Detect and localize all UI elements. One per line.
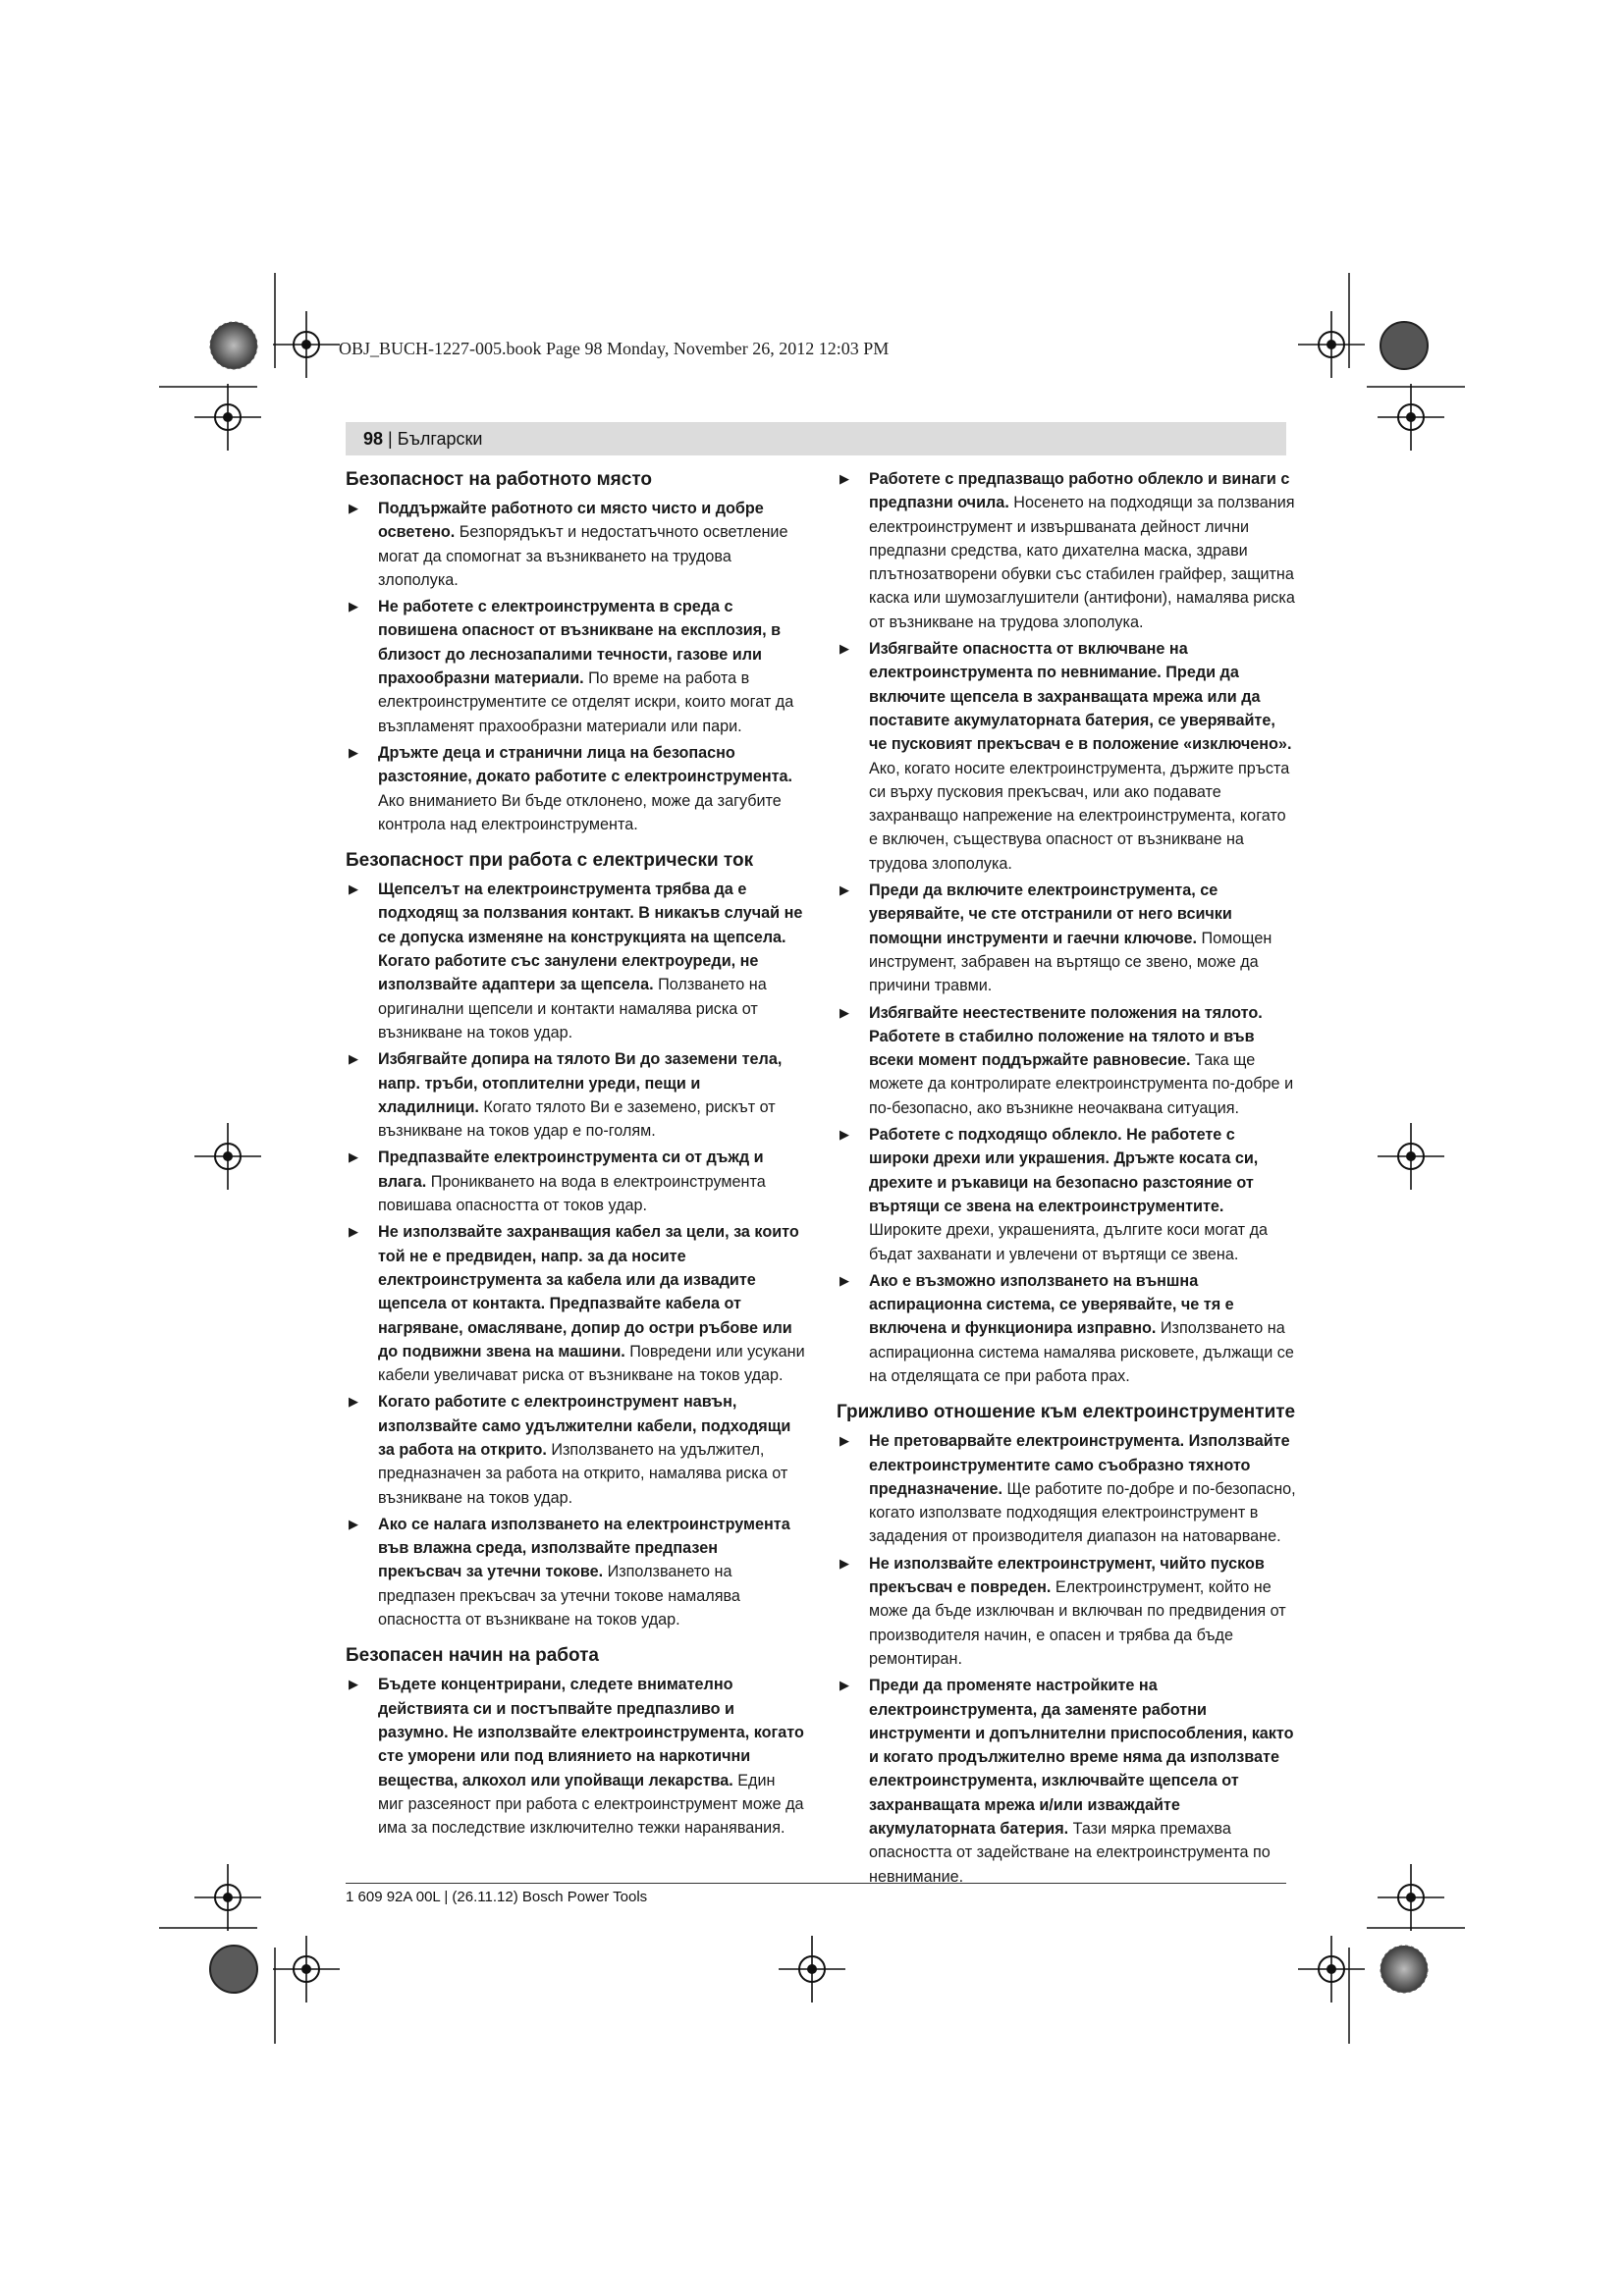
item-bold-text: Ако се налага използването на електроинструмента във влажна среда, използвайте предпазен прекъсвач за утечни токове. bbox=[378, 1515, 790, 1581]
item-bold-text: Дръжте деца и странични лица на безопасно разстояние, докато работите с електроинструмента. bbox=[378, 743, 793, 786]
bullet-triangle-icon: ▶ bbox=[349, 1677, 358, 1692]
right-column bbox=[837, 467, 1296, 1892]
section bbox=[346, 1643, 805, 1840]
item-bold-text: Бъдете концентрирани, следете внимателно действията си и постъпвайте предпазливо и разумно. Не използвайте електроинструмента, когато сте уморени или под влиянието на наркотични вещества, алкохол или упойващи лекарства. bbox=[378, 1676, 804, 1789]
bullet-triangle-icon: ▶ bbox=[839, 1272, 849, 1288]
item-bold-text: Не използвайте захранващия кабел за цели, за които той не е предвиден, напр. за да носите електроинструмента за кабела или да извадите щепсела от контакта. Предпазвайте кабела от нагряване, омасляване, допир до остри ръбове или до подвижни звена на машини. bbox=[378, 1223, 799, 1361]
safety-item bbox=[346, 1146, 805, 1217]
item-body-text: Повредени или усукани кабели увеличават риска от възникване на токов удар. bbox=[378, 1342, 805, 1385]
bullet-triangle-icon: ▶ bbox=[349, 599, 358, 614]
safety-item bbox=[346, 497, 805, 592]
page-header-bar bbox=[346, 422, 1286, 455]
item-body-text: Електроинструмент, който не може да бъде изключван и включван по предвидения от производителя начин, е опасен и трябва да бъде ремонтиран. bbox=[869, 1578, 1286, 1668]
item-body-text: Ако, когато носите електроинструмента, държите пръста си върху пусковия прекъсвач, или ако подавате захранващо напрежение на електроинструмента, когато е включен, съществува опасност от възникване на трудова злополука. bbox=[869, 759, 1290, 873]
section-heading: Безопасен начин на работа bbox=[346, 1645, 600, 1667]
bullet-triangle-icon: ▶ bbox=[349, 501, 358, 515]
page-footer: 1 609 92A 00L | (26.11.12) Bosch Power Tools bbox=[346, 1889, 648, 1905]
bullet-triangle-icon: ▶ bbox=[349, 1394, 358, 1410]
header-language: Български bbox=[397, 429, 483, 449]
safety-item bbox=[346, 1220, 805, 1387]
bullet-triangle-icon: ▶ bbox=[839, 1678, 849, 1693]
bullet-triangle-icon: ▶ bbox=[839, 1433, 849, 1449]
safety-item bbox=[346, 595, 805, 738]
item-bold-text: Преди да променяте настройките на електроинструмента, да заменяте работни инструменти и допълнителни приспособления, както и когато продължително време няма да използвате електроинструмента, изключвайте щепсела от захранващата мрежа и/или изваждайте акумулаторната батерия. bbox=[869, 1677, 1294, 1839]
section bbox=[346, 467, 805, 836]
section-heading: Безопасност на работното място bbox=[346, 469, 652, 490]
bullet-triangle-icon: ▶ bbox=[839, 1555, 849, 1571]
item-body-text: Използването на предпазен прекъсвач за утечни токове намалява опасността от възникване на токов удар. bbox=[378, 1563, 740, 1629]
item-bold-text: Ако е възможно използването на външна аспирационна система, се уверявайте, че тя е включена и функционира изправно. bbox=[869, 1271, 1234, 1338]
bullet-triangle-icon: ▶ bbox=[349, 1051, 358, 1067]
item-bold-text: Работете с подходящо облекло. Не работете с широки дрехи или украшения. Дръжте косата си, дрехите и ръкавици на безопасно разстояние от въртящи се звена на електроинструментите. bbox=[869, 1126, 1259, 1215]
item-body-text: Проникването на вода в електроинструмента повишава опасността от токов удар. bbox=[378, 1172, 766, 1215]
item-bold-text: Избягвайте неестествените положения на тялото. Работете в стабилно положение на тялото и във всеки момент поддържайте равновесие. bbox=[869, 1003, 1263, 1070]
safety-item bbox=[837, 1269, 1296, 1388]
safety-item bbox=[837, 1552, 1296, 1671]
item-bold-text: Когато работите с електроинструмент навън, използвайте само удължителни кабели, подходящи за работа на открито. bbox=[378, 1393, 791, 1459]
item-body-text: Ако вниманието Ви бъде отклонено, може да загубите контрола над електроинструмента. bbox=[378, 791, 782, 833]
left-column bbox=[346, 467, 805, 1842]
safety-item bbox=[837, 1001, 1296, 1120]
item-bold-text: Работете с предпазващо работно облекло и винаги с предпазни очила. bbox=[869, 470, 1290, 512]
safety-item bbox=[346, 741, 805, 836]
item-body-text: Ползването на оригинални щепсели и контакти намалява риска от възникване на токов удар. bbox=[378, 976, 767, 1041]
item-bold-text: Не работете с електроинструмента в среда с повишена опасност от възникване на експлозия, в близост до леснозапалими течности, газове или прахообразни материали. bbox=[378, 598, 782, 688]
item-bold-text: Избягвайте опасността от включване на електроинструмента по невнимание. Преди да включите щепсела в захранващата мрежа или да поставите акумулаторната батерия, се уверявайте, че пусковият прекъсвач е в положение «изключено». bbox=[869, 640, 1292, 754]
item-bold-text: Не използвайте електроинструмент, чийто пусков прекъсвач е повреден. bbox=[869, 1554, 1265, 1597]
section bbox=[837, 1400, 1296, 1889]
item-body-text: Използването на удължител, предназначен за работа на открито, намалява риска от възникване на токов удар. bbox=[378, 1440, 788, 1507]
bullet-triangle-icon: ▶ bbox=[839, 1004, 849, 1020]
item-body-text: Помощен инструмент, забравен на въртящо се звено, може да причини травми. bbox=[869, 929, 1272, 995]
item-body-text: Когато тялото Ви е заземено, рискът от възникване на токов удар е по-голям. bbox=[378, 1097, 776, 1141]
safety-item bbox=[346, 1673, 805, 1840]
safety-item bbox=[837, 637, 1296, 876]
page-number: 98 bbox=[363, 429, 384, 449]
bullet-triangle-icon: ▶ bbox=[349, 1224, 358, 1240]
item-body-text: Един миг разсеяност при работа с електроинструмент може да има за последствие изключително тежки наранявания. bbox=[378, 1771, 804, 1838]
page-header bbox=[363, 429, 482, 450]
item-body-text: Безпорядъкът и недостатъчното осветление могат да спомогнат за възникването на трудова злополука. bbox=[378, 523, 788, 589]
print-slug: OBJ_BUCH-1227-005.book Page 98 Monday, November 26, 2012 12:03 PM bbox=[339, 339, 890, 358]
safety-item bbox=[837, 1123, 1296, 1266]
item-bold-text: Избягвайте допира на тялото Ви до заземени тела, напр. тръби, отоплителни уреди, пещи и хладилници. bbox=[378, 1050, 783, 1116]
bullet-triangle-icon: ▶ bbox=[349, 1516, 358, 1531]
section bbox=[346, 848, 805, 1631]
header-separator: | bbox=[388, 429, 393, 449]
item-bold-text: Предпазвайте електроинструмента си от дъжд и влага. bbox=[378, 1148, 764, 1191]
item-bold-text: Поддържайте работното си място чисто и добре осветено. bbox=[378, 500, 764, 542]
section bbox=[837, 467, 1296, 1388]
bullet-triangle-icon: ▶ bbox=[839, 882, 849, 898]
item-body-text: Използването на аспирационна система намалява рисковете, дължащи се на отделящата се при работа прах. bbox=[869, 1319, 1294, 1385]
bullet-triangle-icon: ▶ bbox=[349, 744, 358, 760]
item-body-text: Тази мярка премахва опасността от задействане на електроинструмента по невнимание. bbox=[869, 1820, 1271, 1886]
section-heading: Безопасност при работа с електрически ток bbox=[346, 850, 754, 872]
item-body-text: По време на работа в електроинструментите се отделят искри, които могат да възпламенят прахообразни материали или пари. bbox=[378, 669, 794, 735]
item-body-text: Носенето на подходящи за ползвания електроинструмент и извършваната дейност лични предпазни средства, като дихателна маска, здрави плътнозатворени обувки със стабилен грайфер, защитна каска или шумозаглушители (антифони), намалява риска от възникване на трудова злополука. bbox=[869, 494, 1295, 631]
bullet-triangle-icon: ▶ bbox=[839, 1127, 849, 1143]
section-heading: Грижливо отношение към електроинструментите bbox=[837, 1402, 1296, 1423]
safety-item bbox=[346, 1513, 805, 1631]
item-bold-text: Не претоварвайте електроинструмента. Използвайте електроинструментите само съобразно тяхното предназначение. bbox=[869, 1432, 1290, 1498]
item-bold-text: Преди да включите електроинструмента, се уверявайте, че сте отстранили от него всички помощни инструменти и гаечни ключове. bbox=[869, 881, 1232, 947]
safety-item bbox=[346, 878, 805, 1044]
bullet-triangle-icon: ▶ bbox=[839, 471, 849, 486]
item-bold-text: Щепселът на електроинструмента трябва да е подходящ за ползвания контакт. В никакъв случай не се допуска изменяне на конструкцията на щепсела. Когато работите със занулени електроуреди, не използвайте адаптери за щепсела. bbox=[378, 881, 803, 994]
safety-item bbox=[346, 1390, 805, 1509]
footer-rule bbox=[346, 1883, 1286, 1884]
safety-item bbox=[837, 1674, 1296, 1889]
safety-item bbox=[837, 879, 1296, 997]
bullet-triangle-icon: ▶ bbox=[839, 641, 849, 657]
safety-item bbox=[837, 467, 1296, 634]
item-body-text: Така ще можете да контролирате електроинструмента по-добре и по-безопасно, ако възникне неочаквана ситуация. bbox=[869, 1051, 1294, 1117]
safety-item bbox=[346, 1047, 805, 1143]
item-body-text: Ще работите по-добре и по-безопасно, когато използвате подходящия електроинструмент в зададения от производителя диапазон на натоварване. bbox=[869, 1479, 1296, 1546]
bullet-triangle-icon: ▶ bbox=[349, 881, 358, 897]
item-body-text: Широките дрехи, украшенията, дългите коси могат да бъдат захванати и увлечени от въртящи се звена. bbox=[869, 1221, 1269, 1263]
bullet-triangle-icon: ▶ bbox=[349, 1149, 358, 1165]
safety-item bbox=[837, 1429, 1296, 1548]
